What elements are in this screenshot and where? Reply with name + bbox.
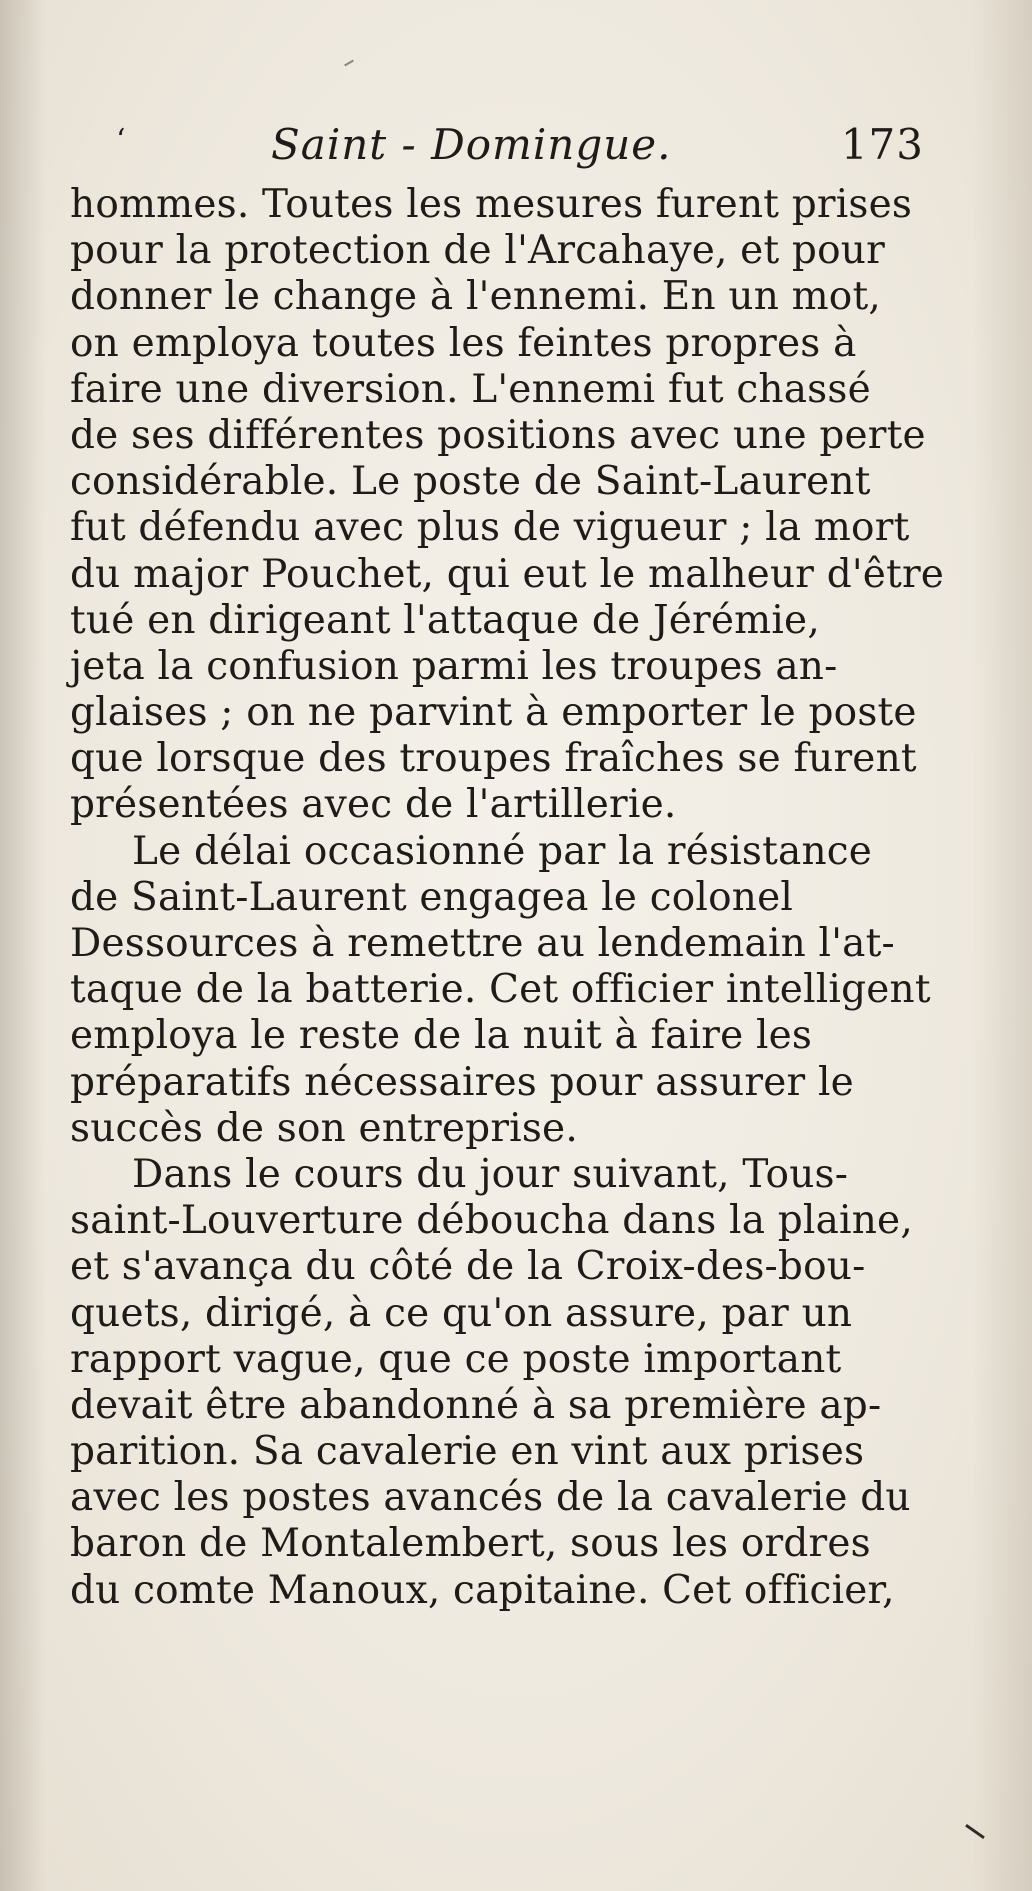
body-text (70, 182, 945, 1614)
text-line: du comte Manoux, capitaine. Cet officier, (70, 1567, 895, 1613)
text-line: de ses différentes positions avec une perte (70, 412, 926, 458)
text-line: glaises ; on ne parvint à emporter le poste (70, 690, 917, 736)
text-line: devait être abandonné à sa première ap- (70, 1382, 882, 1428)
text-line: pour la protection de l'Arcahaye, et pour (70, 228, 885, 274)
text-line: présentées avec de l'artillerie. (70, 782, 677, 828)
paragraph-start-line: Dans le cours du jour suivant, Tous- (132, 1151, 849, 1197)
text-line: parition. Sa cavalerie en vint aux prises (70, 1429, 865, 1475)
running-head (76, 120, 924, 176)
text-line: considérable. Le poste de Saint-Laurent (70, 459, 871, 505)
gutter-shadow (0, 0, 46, 1891)
text-line: faire une diversion. L'ennemi fut chassé (70, 366, 871, 412)
text-line: fut défendu avec plus de vigueur ; la mort (70, 505, 910, 551)
text-line: taque de la batterie. Cet officier intelligent (70, 967, 931, 1013)
page-number: 173 (840, 120, 924, 169)
page-edge-shading (972, 0, 1032, 1891)
text-line: de Saint-Laurent engagea le colonel (70, 874, 794, 920)
paragraph-start-line: Le délai occasionné par la résistance (132, 828, 873, 874)
header-mark: ‘ (116, 123, 126, 158)
text-line: du major Pouchet, qui eut le malheur d'être (70, 551, 945, 597)
text-line: Dessources à remettre au lendemain l'at- (70, 921, 895, 966)
text-line: on employa toutes les feintes propres à (70, 320, 857, 366)
text-line: hommes. Toutes les mesures furent prises (70, 182, 913, 227)
text-line: succès de son entreprise. (70, 1105, 578, 1151)
stray-mark (344, 60, 354, 67)
text-line: baron de Montalembert, sous les ordres (70, 1521, 871, 1567)
text-line: saint-Louverture déboucha dans la plaine, (70, 1198, 913, 1244)
text-line: quets, dirigé, à ce qu'on assure, par un (70, 1290, 853, 1336)
text-line: avec les postes avancés de la cavalerie du (70, 1475, 911, 1521)
text-line: que lorsque des troupes fraîches se furent (70, 736, 917, 782)
text-line: donner le change à l'ennemi. En un mot, (70, 274, 881, 320)
text-line: tué en dirigeant l'attaque de Jérémie, (70, 597, 820, 643)
running-title: Saint - Domingue. (271, 120, 672, 169)
text-line: et s'avança du côté de la Croix-des-bou- (70, 1244, 866, 1290)
text-line: rapport vague, que ce poste important (70, 1336, 842, 1382)
text-line: employa le reste de la nuit à faire les (70, 1013, 813, 1059)
text-line: préparatifs nécessaires pour assurer le (70, 1059, 854, 1105)
text-line: jeta la confusion parmi les troupes an- (70, 643, 838, 689)
